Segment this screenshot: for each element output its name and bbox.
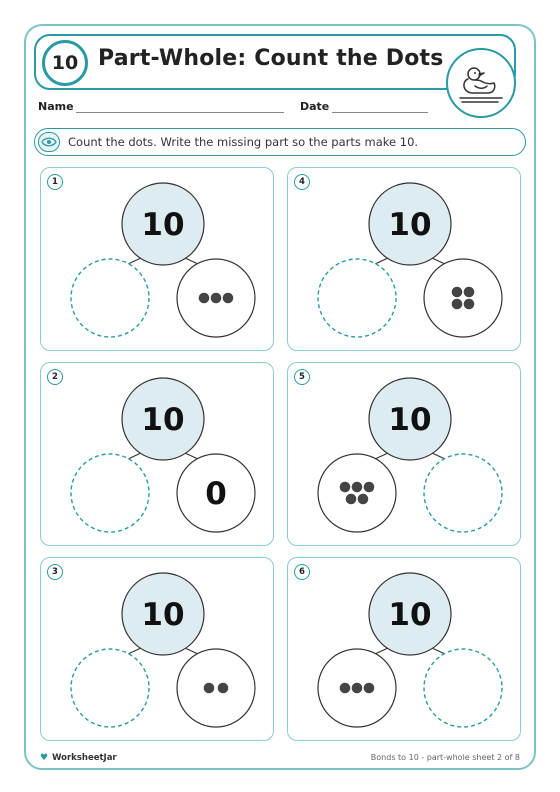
connector-line	[128, 648, 141, 654]
whole-value: 10	[388, 597, 432, 633]
part-whole-diagram	[288, 168, 522, 352]
answer-circle[interactable]	[71, 454, 149, 532]
date-label: Date	[300, 100, 330, 113]
sheet-number-badge: 10	[42, 40, 88, 86]
connector-line	[375, 258, 388, 264]
connector-line	[185, 258, 198, 264]
count-dot	[452, 299, 463, 310]
whole-value: 10	[141, 402, 185, 438]
whole-value: 10	[388, 207, 432, 243]
answer-circle[interactable]	[71, 259, 149, 337]
part-value: 0	[205, 476, 227, 512]
duck-icon	[448, 50, 514, 116]
count-dot	[352, 683, 363, 694]
connector-line	[432, 453, 445, 459]
count-dot	[464, 299, 475, 310]
problem-number: 2	[47, 369, 63, 385]
count-dot	[340, 482, 351, 493]
connector-line	[128, 453, 141, 459]
footer-sheet-info: Bonds to 10 - part-whole sheet 2 of 8	[370, 753, 520, 762]
count-dot	[364, 683, 375, 694]
connector-line	[432, 648, 445, 654]
heart-icon: ♥	[40, 753, 49, 763]
answer-circle[interactable]	[424, 649, 502, 727]
connector-line	[375, 648, 388, 654]
connector-line	[185, 648, 198, 654]
count-dot	[452, 287, 463, 298]
part-whole-diagram	[41, 558, 275, 742]
count-dot	[340, 683, 351, 694]
problem-number: 1	[47, 174, 63, 190]
part-whole-diagram	[288, 558, 522, 742]
count-dot	[199, 293, 210, 304]
part-circle	[424, 259, 502, 337]
count-dot	[223, 293, 234, 304]
part-circle	[177, 649, 255, 727]
part-whole-diagram	[288, 363, 522, 547]
problem-number: 4	[294, 174, 310, 190]
connector-line	[432, 258, 445, 264]
problem-number: 5	[294, 369, 310, 385]
count-dot	[211, 293, 222, 304]
part-whole-diagram	[41, 168, 275, 352]
answer-circle[interactable]	[318, 259, 396, 337]
count-dot	[464, 287, 475, 298]
whole-value: 10	[141, 207, 185, 243]
problem-card	[287, 557, 521, 741]
count-dot	[364, 482, 375, 493]
problem-number: 3	[47, 564, 63, 580]
count-dot	[218, 683, 229, 694]
connector-line	[375, 453, 388, 459]
brand-name: WorksheetJar	[52, 753, 117, 763]
page-title: Part-Whole: Count the Dots	[98, 46, 444, 71]
problem-card	[40, 167, 274, 351]
problem-card	[287, 167, 521, 351]
whole-value: 10	[141, 597, 185, 633]
count-dot	[358, 494, 369, 505]
count-dot	[204, 683, 215, 694]
problem-number: 6	[294, 564, 310, 580]
instruction-text: Count the dots. Write the missing part so the parts make 10.	[68, 135, 419, 149]
name-field[interactable]	[76, 112, 284, 113]
problem-card	[40, 557, 274, 741]
date-field[interactable]	[332, 112, 428, 113]
whole-value: 10	[388, 402, 432, 438]
answer-circle[interactable]	[71, 649, 149, 727]
name-label: Name	[38, 100, 74, 113]
eye-icon	[38, 132, 60, 152]
footer-brand	[40, 753, 117, 763]
count-dot	[346, 494, 357, 505]
duck-badge	[446, 48, 516, 118]
problem-card	[40, 362, 274, 546]
part-circle	[318, 454, 396, 532]
connector-line	[185, 453, 198, 459]
part-whole-diagram	[41, 363, 275, 547]
connector-line	[128, 258, 141, 264]
answer-circle[interactable]	[424, 454, 502, 532]
count-dot	[352, 482, 363, 493]
problem-card	[287, 362, 521, 546]
